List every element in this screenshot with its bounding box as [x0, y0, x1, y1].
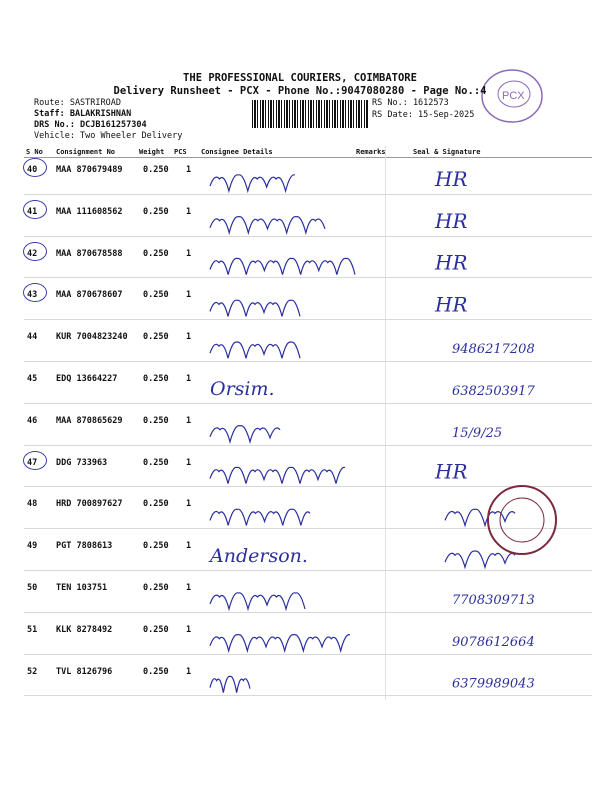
- row-weight: 0.250: [143, 165, 169, 175]
- row-pcs: 1: [186, 624, 192, 635]
- col-seal: Seal & Signature: [413, 148, 481, 156]
- handwritten-consignee-scribble: [210, 258, 355, 274]
- row-consignment: KLK 8278492: [56, 624, 113, 635]
- row-sno: 46: [27, 415, 38, 426]
- handwritten-signature: 6382503917: [452, 384, 535, 399]
- row-weight: 0.250: [143, 583, 169, 593]
- row-consignment: PGT 7808613: [56, 541, 113, 552]
- row-pcs: 1: [186, 165, 192, 175]
- col-weight: Weight: [139, 148, 165, 156]
- handwritten-consignee-name: Orsim.: [210, 378, 275, 400]
- vehicle: Vehicle: Two Wheeler Delivery: [34, 131, 183, 141]
- row-weight: 0.250: [143, 332, 169, 343]
- handwritten-consignee-scribble: [210, 635, 350, 651]
- row-pcs: 1: [186, 457, 192, 468]
- svg-text:PCX: PCX: [502, 90, 525, 102]
- handwritten-consignee-scribble: [210, 342, 300, 358]
- row-sno: 49: [27, 541, 38, 552]
- handwritten-consignee-scribble: [210, 217, 325, 233]
- receiver-stamp-inner-icon: [500, 498, 544, 542]
- row-weight: 0.250: [143, 290, 169, 301]
- row-pcs: 1: [186, 374, 192, 384]
- handwritten-signature: 6379989043: [452, 676, 535, 692]
- row-weight: 0.250: [143, 374, 169, 384]
- handwriting-layer: [190, 150, 600, 700]
- row-weight: 0.250: [143, 541, 169, 552]
- handwritten-signature-scribble: [445, 551, 515, 567]
- handwritten-consignee-scribble: [210, 509, 310, 525]
- handwritten-consignee-name: Anderson.: [210, 545, 308, 568]
- handwritten-signature: HR: [435, 292, 468, 317]
- row-sno: 44: [27, 332, 38, 343]
- row-weight: 0.250: [143, 206, 169, 217]
- row-sno: 51: [27, 624, 38, 635]
- row-pcs: 1: [186, 415, 192, 426]
- handwritten-consignee-scribble: [210, 175, 295, 191]
- handwritten-consignee-scribble: [210, 300, 300, 316]
- row-weight: 0.250: [143, 415, 169, 426]
- handwritten-signature: 9486217208: [452, 342, 535, 358]
- handwritten-signature: 7708309713: [452, 593, 535, 608]
- row-sno: 52: [27, 666, 38, 677]
- barcode: [252, 100, 368, 128]
- row-consignment: MAA 870678607: [56, 290, 123, 301]
- row-weight: 0.250: [143, 624, 169, 635]
- handwritten-consignee-scribble: [210, 676, 250, 692]
- row-consignment: MAA 111608562: [56, 206, 123, 217]
- handwritten-signature: HR: [435, 250, 468, 275]
- row-consignment: KUR 7004823240: [56, 332, 128, 343]
- col-sno: S No: [26, 148, 43, 156]
- handwritten-consignee-scribble: [210, 467, 345, 483]
- row-weight: 0.250: [143, 248, 169, 259]
- row-consignment: MAA 870865629: [56, 415, 123, 426]
- row-consignment: DDG 733963: [56, 457, 108, 468]
- row-sno: 48: [27, 499, 38, 510]
- handwritten-consignee-scribble: [210, 426, 280, 442]
- row-sno: 50: [27, 583, 38, 593]
- row-consignment: TEN 103751: [56, 583, 108, 593]
- runsheet-title: Delivery Runsheet - PCX - Phone No.:9047080280 - Page No.:4: [113, 85, 487, 97]
- row-sno: 41: [27, 206, 38, 217]
- col-pcs: PCS: [174, 148, 187, 156]
- row-sno: 45: [27, 374, 38, 384]
- row-consignment: TVL 8126796: [56, 666, 113, 677]
- col-consignment: Consignment No: [56, 148, 116, 156]
- row-pcs: 1: [186, 206, 192, 217]
- row-pcs: 1: [186, 583, 192, 593]
- receiver-stamp-icon: [488, 486, 556, 554]
- col-consignee: Consignee Details: [201, 148, 273, 156]
- row-consignment: EDQ 13664227: [56, 374, 118, 384]
- row-sno: 40: [27, 165, 38, 175]
- route: Route: SASTRIROAD: [34, 98, 121, 108]
- row-consignment: MAA 870678588: [56, 248, 123, 259]
- rs-number: RS No.: 1612573: [372, 98, 449, 108]
- row-consignment: HRD 700897627: [56, 499, 123, 510]
- row-pcs: 1: [186, 248, 192, 259]
- col-remarks: Remarks: [356, 148, 386, 156]
- row-weight: 0.250: [143, 457, 169, 468]
- row-pcs: 1: [186, 332, 192, 343]
- row-sno: 43: [27, 290, 38, 301]
- handwritten-signature: HR: [435, 208, 468, 233]
- handwritten-signature: HR: [435, 167, 468, 191]
- staff: Staff: BALAKRISHNAN: [34, 109, 132, 119]
- company-title: THE PROFESSIONAL COURIERS, COIMBATORE: [183, 72, 417, 84]
- handwritten-signature: 15/9/25: [452, 425, 503, 441]
- handwritten-signature-scribble: [445, 509, 515, 525]
- drs-number: DRS No.: DCJB161257304: [34, 120, 147, 130]
- row-pcs: 1: [186, 541, 192, 552]
- handwritten-consignee-scribble: [210, 593, 305, 609]
- handwritten-signature: 9078612664: [452, 634, 535, 650]
- row-weight: 0.250: [143, 666, 169, 677]
- row-consignment: MAA 870679489: [56, 165, 123, 175]
- row-pcs: 1: [186, 290, 192, 301]
- row-sno: 47: [27, 457, 38, 468]
- row-weight: 0.250: [143, 499, 169, 510]
- row-pcs: 1: [186, 666, 192, 677]
- rs-date: RS Date: 15-Sep-2025: [372, 110, 475, 120]
- row-pcs: 1: [186, 499, 192, 510]
- handwritten-signature: HR: [435, 459, 468, 484]
- row-sno: 42: [27, 248, 38, 259]
